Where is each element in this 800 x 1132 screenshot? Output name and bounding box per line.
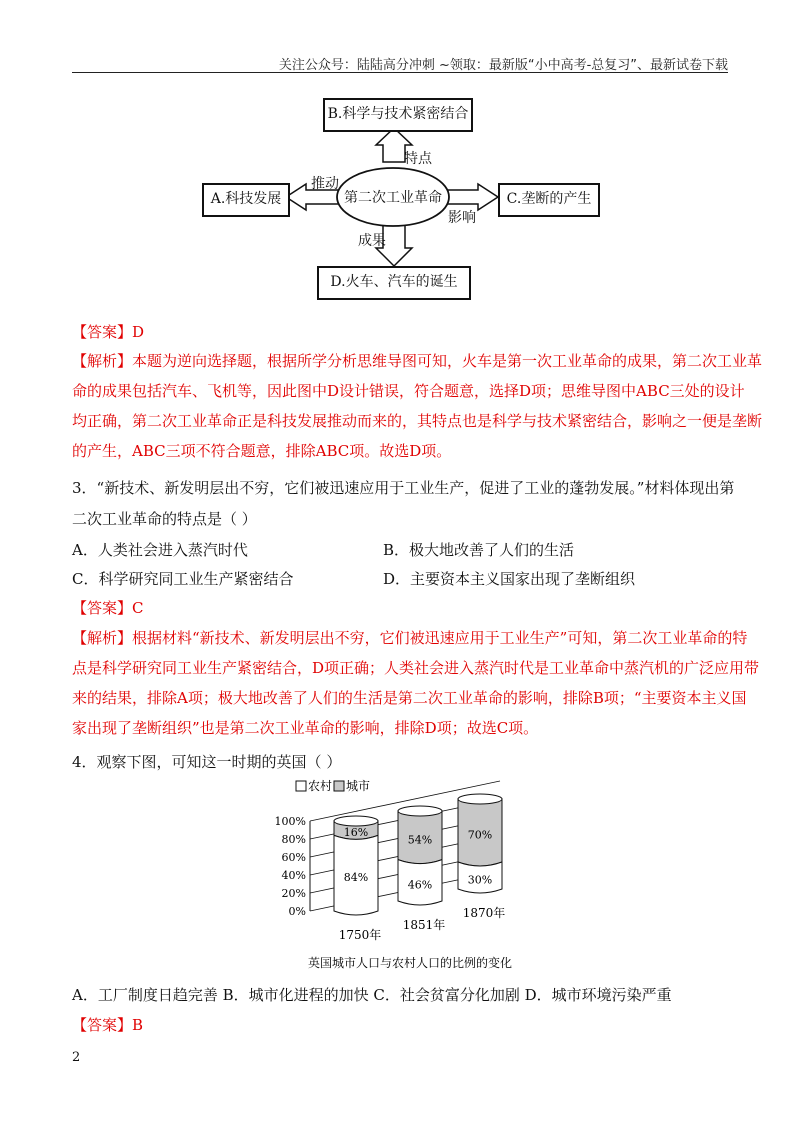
y-tick-label: 40%: [281, 869, 306, 882]
bar-cap-0: [334, 816, 378, 826]
y-tick-label: 100%: [274, 815, 306, 828]
y-tick-label: 80%: [281, 833, 306, 846]
y-tick-label: 0%: [288, 905, 306, 918]
population-ratio-chart: [0, 775, 800, 975]
diagram-label-left: 推动: [311, 176, 339, 192]
q2-analysis-line-2: 命的成果包括汽车、飞机等，因此图中D设计错误，符合题意，选择D项；思维导图中ABC三处的设计: [72, 382, 745, 400]
legend-label-rural: 农村: [308, 779, 333, 793]
mind-map-diagram: [0, 0, 800, 300]
q2-answer: 【答案】D: [72, 323, 145, 341]
q3-option-d: D．主要资本主义国家出现了垄断组织: [383, 570, 636, 588]
q2-analysis-line-1: 【解析】本题为逆向选择题，根据所学分析思维导图可知，火车是第一次工业革命的成果，第二次工业革: [72, 352, 763, 370]
q4-options: A．工厂制度日趋完善 B．城市化进程的加快 C．社会贫富分化加剧 D．城市环境污染严重: [72, 986, 672, 1004]
q3-stem-line-2: 二次工业革命的特点是（ ）: [72, 510, 257, 528]
data-label-rural-2: 30%: [467, 873, 493, 887]
q3-analysis-line-2: 点是科学研究同工业生产紧密结合，D项正确；人类社会进入蒸汽时代是工业革命中蒸汽机的广泛应用带: [72, 659, 760, 677]
q4-stem: 4．观察下图，可知这一时期的英国（ ）: [72, 753, 342, 771]
q3-answer: 【答案】C: [72, 599, 144, 617]
q4-answer: 【答案】B: [72, 1016, 144, 1034]
data-label-rural-1: 46%: [407, 878, 433, 892]
x-category-label-2: 1870年: [462, 906, 506, 920]
q3-option-c: C．科学研究同工业生产紧密结合: [72, 570, 294, 588]
x-category-label-0: 1750年: [338, 928, 382, 942]
q3-analysis-line-3: 来的结果，排除A项；极大地改善了人们的生活是第二次工业革命的影响，排除B项；“主要资本主义国: [72, 689, 747, 707]
diagram-center-label: 第二次工业革命: [344, 190, 442, 206]
legend-swatch-rural: [296, 781, 306, 791]
q3-stem-line-1: 3．“新技术、新发明层出不穷，它们被迅速应用于工业生产，促进了工业的蓬勃发展。”材料体现出第: [72, 479, 735, 497]
legend-swatch-urban: [334, 781, 344, 791]
diagram-box-d: D.火车、汽车的诞生: [317, 266, 471, 300]
q3-analysis-line-1: 【解析】根据材料“新技术、新发明层出不穷，它们被迅速应用于工业生产”可知，第二次工业革命的特: [72, 629, 748, 647]
q3-option-a: A．人类社会进入蒸汽时代: [72, 541, 248, 559]
diagram-box-b: B.科学与技术紧密结合: [323, 98, 473, 132]
y-tick-label: 60%: [281, 851, 306, 864]
chart-title: 英国城市人口与农村人口的比例的变化: [307, 956, 513, 970]
diagram-box-c: C.垄断的产生: [498, 183, 600, 217]
bar-cap-1: [398, 806, 442, 816]
diagram-box-a: A.科技发展: [202, 183, 290, 217]
diagram-label-right: 影响: [448, 210, 476, 226]
data-label-urban-1: 54%: [407, 833, 433, 847]
diagram-label-top: 特点: [404, 151, 432, 167]
legend-label-urban: 城市: [346, 779, 371, 793]
q2-analysis-line-4: 的产生，ABC三项不符合题意，排除ABC项。故选D项。: [72, 442, 452, 460]
page-number: 2: [72, 1050, 81, 1065]
data-label-urban-0: 16%: [343, 826, 369, 840]
data-label-urban-2: 70%: [467, 828, 493, 842]
q3-option-b: B．极大地改善了人们的生活: [383, 541, 575, 559]
x-category-label-1: 1851年: [402, 918, 446, 932]
diagram-label-bottom: 成果: [358, 233, 386, 249]
q2-analysis-line-3: 均正确，第二次工业革命正是科技发展推动而来的，其特点也是科学与技术紧密结合，影响之一便是垄断: [72, 412, 763, 430]
page-header: 关注公众号：陆陆高分冲刺 ~领取：最新版“小中高考-总复习”、最新试卷下载: [278, 58, 728, 73]
q3-analysis-line-4: 家出现了垄断组织”也是第二次工业革命的影响，排除D项；故选C项。: [72, 719, 539, 737]
bar-cap-2: [458, 794, 502, 804]
y-tick-label: 20%: [281, 887, 306, 900]
data-label-rural-0: 84%: [343, 871, 369, 885]
